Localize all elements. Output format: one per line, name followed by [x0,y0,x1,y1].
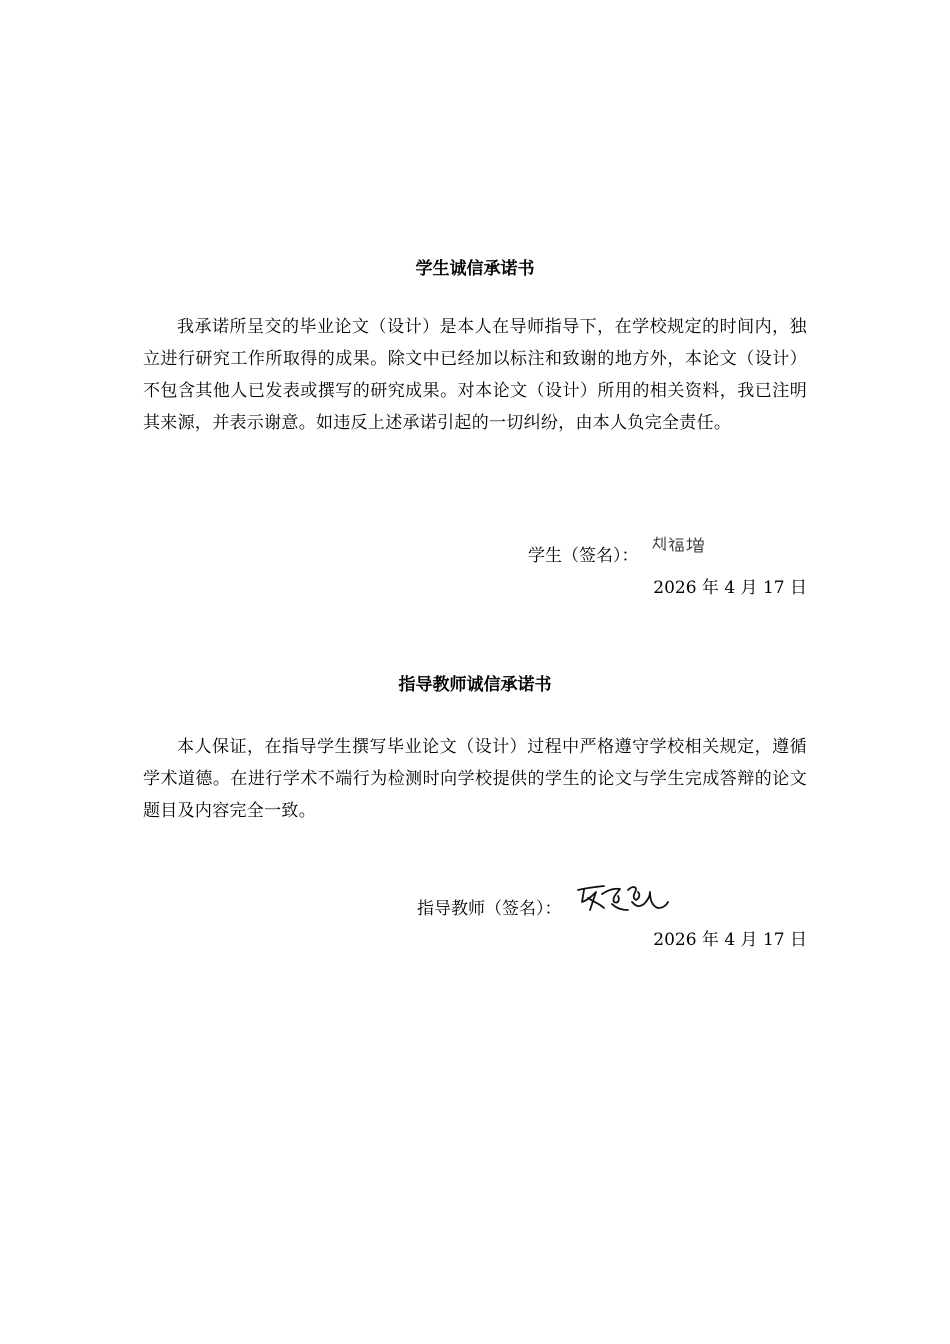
student-signature-label: 学生（签名）： [528,546,639,566]
advisor-signature-label: 指导教师（签名）： [417,899,562,919]
student-pledge-title: 学生诚信承诺书 [415,259,535,279]
student-date: 2026 年 4 月 17 日 [653,578,807,598]
advisor-signature-row [417,880,674,921]
advisor-pledge-body: 本人保证，在指导学生撰写毕业论文（设计）过程中严格遵守学校相关规定，遵循学术道德。在进行学术不端行为检测时向学校提供的学生的论文与学生完成答辩的论文题目及内容完全一致。 [143,737,807,821]
advisor-date: 2026 年 4 月 17 日 [653,930,807,950]
advisor-pledge-title: 指导教师诚信承诺书 [398,675,552,695]
student-signature-row [528,535,713,566]
student-signature [651,535,713,562]
student-pledge-body: 我承诺所呈交的毕业论文（设计）是本人在导师指导下，在学校规定的时间内，独立进行研究工作所取得的成果。除文中已经加以标注和致谢的地方外，本论文（设计）不包含其他人已发表或撰写的研究成果。对本论文（设计）所用的相关资料，我已注明其来源，并表示谢意。如违反上述承诺引起的一切纠纷，由本人负完全责任。 [143,317,807,433]
advisor-signature [574,880,674,921]
